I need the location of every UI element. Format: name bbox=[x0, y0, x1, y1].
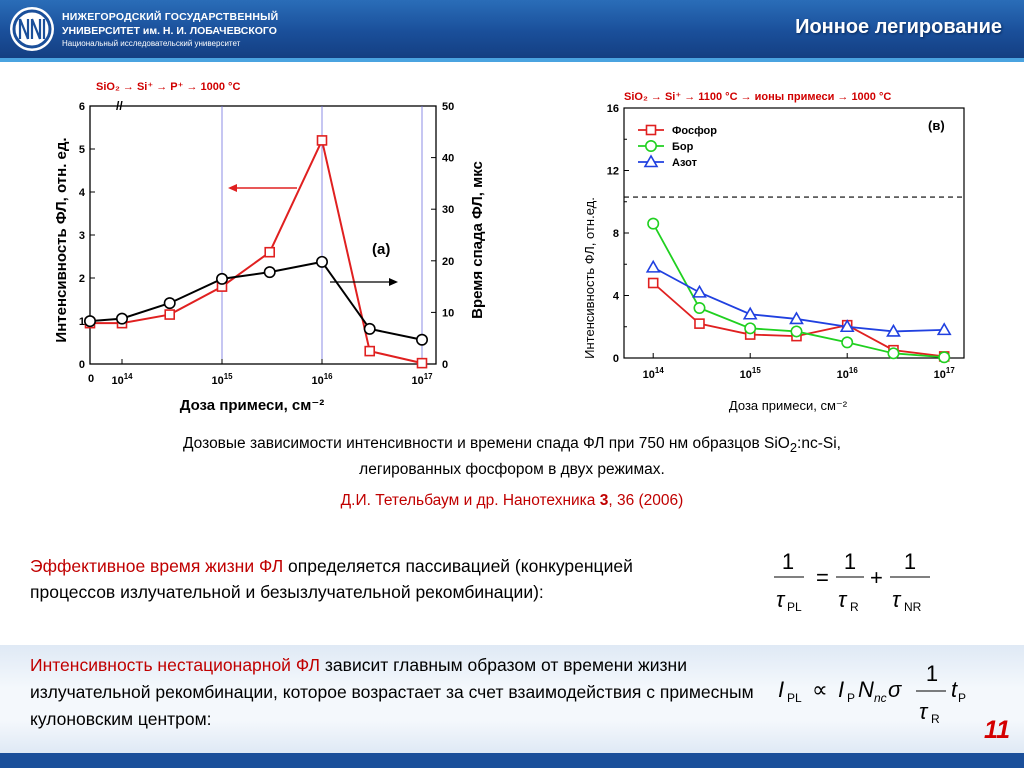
chart-b-legend-label-1: Бор bbox=[672, 141, 694, 153]
chart-a-panel-label: (a) bbox=[372, 241, 391, 258]
chart-b-ytick-label-2: 8 bbox=[612, 228, 619, 240]
chart-a-x-zero: 0 bbox=[87, 373, 95, 385]
citation bbox=[40, 492, 984, 510]
chart-b-xtick-label-0: $10^{14}$ bbox=[642, 366, 664, 381]
chart-a-y2tick-label-1: 10 bbox=[442, 307, 455, 320]
chart-a-ytick-label-3: 3 bbox=[78, 230, 85, 242]
chart-b-legend-marker-0 bbox=[647, 126, 656, 135]
chart-a-arrows bbox=[228, 184, 398, 286]
chart-a-point-1-1 bbox=[117, 313, 127, 323]
chart-a-point-0-4 bbox=[265, 248, 274, 257]
chart-a-ytick-label-2: 2 bbox=[78, 273, 85, 285]
f1-den1-sub: PL bbox=[787, 600, 802, 614]
citation-authors: Д.И. Тетельбаум и др. Нанотехника bbox=[340, 492, 600, 509]
f2-den-sub: R bbox=[931, 712, 940, 726]
university-logo bbox=[8, 5, 56, 53]
chart-b-xtick-label-3: $10^{17}$ bbox=[933, 366, 955, 381]
chart-a-y2tick-label-5: 50 bbox=[442, 101, 455, 113]
header-divider bbox=[0, 58, 1024, 62]
caption-line1-b: :nc-Si, bbox=[797, 435, 841, 452]
paragraph-lifetime-highlight: Эффективное время жизни ФЛ bbox=[30, 556, 284, 576]
figure-caption bbox=[40, 433, 984, 481]
university-name-line3: Национальный исследовательский университет bbox=[62, 39, 241, 48]
chart-a-y2tick-label-3: 30 bbox=[442, 204, 455, 217]
chart-a-xtick-label-0: $10^{14}$ bbox=[111, 372, 133, 387]
f2-sub-tp: P bbox=[958, 691, 967, 705]
chart-a-xtick-label-2: $10^{16}$ bbox=[311, 372, 333, 387]
chart-b-point-2-2 bbox=[744, 308, 756, 319]
paragraph-intensity-highlight: Интенсивность нестационарной ФЛ bbox=[30, 655, 321, 675]
chart-b-xtick-label-1: $10^{15}$ bbox=[739, 366, 761, 381]
paragraph-intensity-text: зависит главным образом от времени жизни излучательной рекомбинации, которое возрастает за счет взаимодействия с примесным кулоновским центром: bbox=[30, 655, 754, 729]
chart-a-xtick-label-1: $10^{15}$ bbox=[211, 372, 233, 387]
chart-b-ytick-label-3: 12 bbox=[606, 165, 619, 178]
chart-a-point-0-7 bbox=[418, 359, 427, 368]
chart-a-ytick-label-5: 5 bbox=[78, 144, 85, 156]
chart-b-ylabel: Интенсивность ФЛ, отн.ед. bbox=[582, 197, 597, 359]
chart-b-series bbox=[647, 218, 950, 362]
f2-I: I bbox=[778, 677, 785, 702]
chart-a-y2tick-label-2: 20 bbox=[442, 255, 455, 268]
f1-num2: 1 bbox=[843, 549, 857, 574]
university-name-line1: НИЖЕГОРОДСКИЙ ГОСУДАРСТВЕННЫЙ bbox=[62, 11, 279, 23]
chart-b-point-1-5 bbox=[888, 348, 898, 358]
chart-b-point-1-1 bbox=[694, 303, 704, 313]
chart-a-y2tick-label-0: 0 bbox=[442, 359, 449, 371]
f2-den-tau: τ bbox=[919, 699, 928, 724]
f2-propto: ∝ bbox=[812, 677, 828, 702]
chart-a-y2label: Время спада ФЛ, мкс bbox=[469, 161, 486, 319]
f2-sub-nc: nc bbox=[874, 691, 887, 705]
chart-a-point-1-7 bbox=[417, 335, 427, 345]
chart-a-plot-border bbox=[90, 106, 436, 364]
chart-b-point-1-3 bbox=[791, 326, 801, 336]
paragraph-lifetime-text: определяется пассивацией (конкуренцией процессов излучательной и безызлучательной рекомбинации): bbox=[30, 556, 633, 602]
chart-a-point-1-0 bbox=[85, 316, 95, 326]
f1-den3-sub: NR bbox=[904, 600, 922, 614]
chart-a-frame bbox=[90, 106, 436, 364]
chart-b-point-2-0 bbox=[647, 261, 659, 272]
f2-t: t bbox=[951, 677, 958, 702]
slide-footer bbox=[0, 753, 1024, 768]
f1-den1-tau: τ bbox=[776, 587, 785, 612]
formula-lifetime bbox=[768, 543, 948, 623]
chart-a-point-1-2 bbox=[165, 298, 175, 308]
chart-b bbox=[578, 80, 978, 420]
chart-b-point-1-0 bbox=[648, 218, 658, 228]
chart-b-legend-marker-1 bbox=[646, 141, 656, 151]
chart-b-ytick-label-1: 4 bbox=[612, 290, 619, 303]
university-name-line2: УНИВЕРСИТЕТ им. Н. И. ЛОБАЧЕВСКОГО bbox=[62, 25, 277, 37]
chart-b-xtick-label-2: $10^{16}$ bbox=[836, 366, 858, 381]
citation-volume: 3 bbox=[599, 492, 609, 509]
caption-line1-sub: 2 bbox=[789, 440, 798, 456]
chart-a-ticks bbox=[79, 101, 454, 387]
chart-b-point-0-0 bbox=[649, 279, 658, 288]
chart-a-point-0-6 bbox=[365, 347, 374, 356]
citation-rest: , 36 (2006) bbox=[608, 492, 684, 509]
chart-a-point-0-2 bbox=[165, 310, 174, 319]
f2-sigma: σ bbox=[888, 677, 902, 702]
chart-a-point-0-5 bbox=[318, 136, 327, 145]
paragraph-intensity bbox=[30, 652, 760, 733]
chart-b-point-1-4 bbox=[842, 337, 852, 347]
chart-a-y-break: // bbox=[116, 99, 123, 113]
f2-sub-pl: PL bbox=[787, 691, 802, 705]
chart-b-ytick-label-0: 0 bbox=[612, 353, 619, 365]
chart-a bbox=[40, 70, 500, 425]
chart-a-ytick-label-0: 0 bbox=[78, 359, 85, 371]
chart-b-legend bbox=[638, 125, 717, 169]
chart-b-panel-label: (в) bbox=[928, 118, 945, 133]
paragraph-lifetime bbox=[30, 553, 720, 605]
chart-b-legend-label-0: Фосфор bbox=[672, 125, 717, 137]
f2-I2: I bbox=[838, 677, 845, 702]
f2-N: N bbox=[858, 677, 874, 702]
chart-a-y2tick-label-4: 40 bbox=[442, 152, 455, 165]
f1-den3-tau: τ bbox=[892, 587, 901, 612]
page-number: 11 bbox=[984, 716, 1010, 744]
chart-a-ytick-label-1: 1 bbox=[78, 316, 85, 328]
slide-title: Ионное легирование bbox=[795, 16, 1002, 38]
formula-intensity bbox=[774, 655, 994, 735]
chart-a-point-1-6 bbox=[365, 324, 375, 334]
chart-b-ytick-label-4: 16 bbox=[606, 103, 619, 115]
f1-plus: + bbox=[870, 565, 883, 590]
f1-eq: = bbox=[816, 565, 829, 590]
chart-a-point-1-3 bbox=[217, 274, 227, 284]
f1-num3: 1 bbox=[903, 549, 917, 574]
chart-b-point-1-6 bbox=[939, 352, 949, 362]
chart-a-point-1-4 bbox=[265, 267, 275, 277]
slide-header bbox=[0, 0, 1024, 58]
chart-b-point-2-1 bbox=[693, 286, 705, 297]
chart-a-xtick-label-3: $10^{17}$ bbox=[411, 372, 433, 387]
chart-a-ytick-label-6: 6 bbox=[78, 101, 85, 113]
chart-b-ticks bbox=[607, 103, 956, 381]
chart-a-xlabel: Доза примеси, см⁻² bbox=[179, 397, 325, 414]
chart-b-legend-label-2: Азот bbox=[672, 157, 697, 169]
chart-b-legend-formula: SiO₂ → Si⁺ → 1100 °C → ионы примеси → 1000 °C bbox=[624, 91, 892, 103]
chart-b-point-0-1 bbox=[695, 319, 704, 328]
chart-a-point-1-5 bbox=[317, 257, 327, 267]
chart-a-ytick-label-4: 4 bbox=[78, 187, 85, 199]
chart-a-ylabel: Интенсивность ФЛ, отн. ед. bbox=[53, 137, 70, 343]
caption-line1-a: Дозовые зависимости интенсивности и времени спада ФЛ при 750 нм образцов SiO bbox=[183, 435, 790, 452]
f2-num: 1 bbox=[925, 661, 939, 686]
chart-b-xlabel: Доза примеси, см⁻² bbox=[728, 398, 848, 413]
f1-num1: 1 bbox=[781, 549, 795, 574]
chart-b-point-1-2 bbox=[745, 323, 755, 333]
f1-den2-tau: τ bbox=[838, 587, 847, 612]
caption-line2: легированных фосфором в двух режимах. bbox=[359, 461, 665, 479]
f1-den2-sub: R bbox=[850, 600, 859, 614]
chart-a-legend-formula: SiO₂ → Si⁺ → P⁺ → 1000 °C bbox=[96, 81, 241, 93]
f2-sub-p: P bbox=[847, 691, 856, 705]
